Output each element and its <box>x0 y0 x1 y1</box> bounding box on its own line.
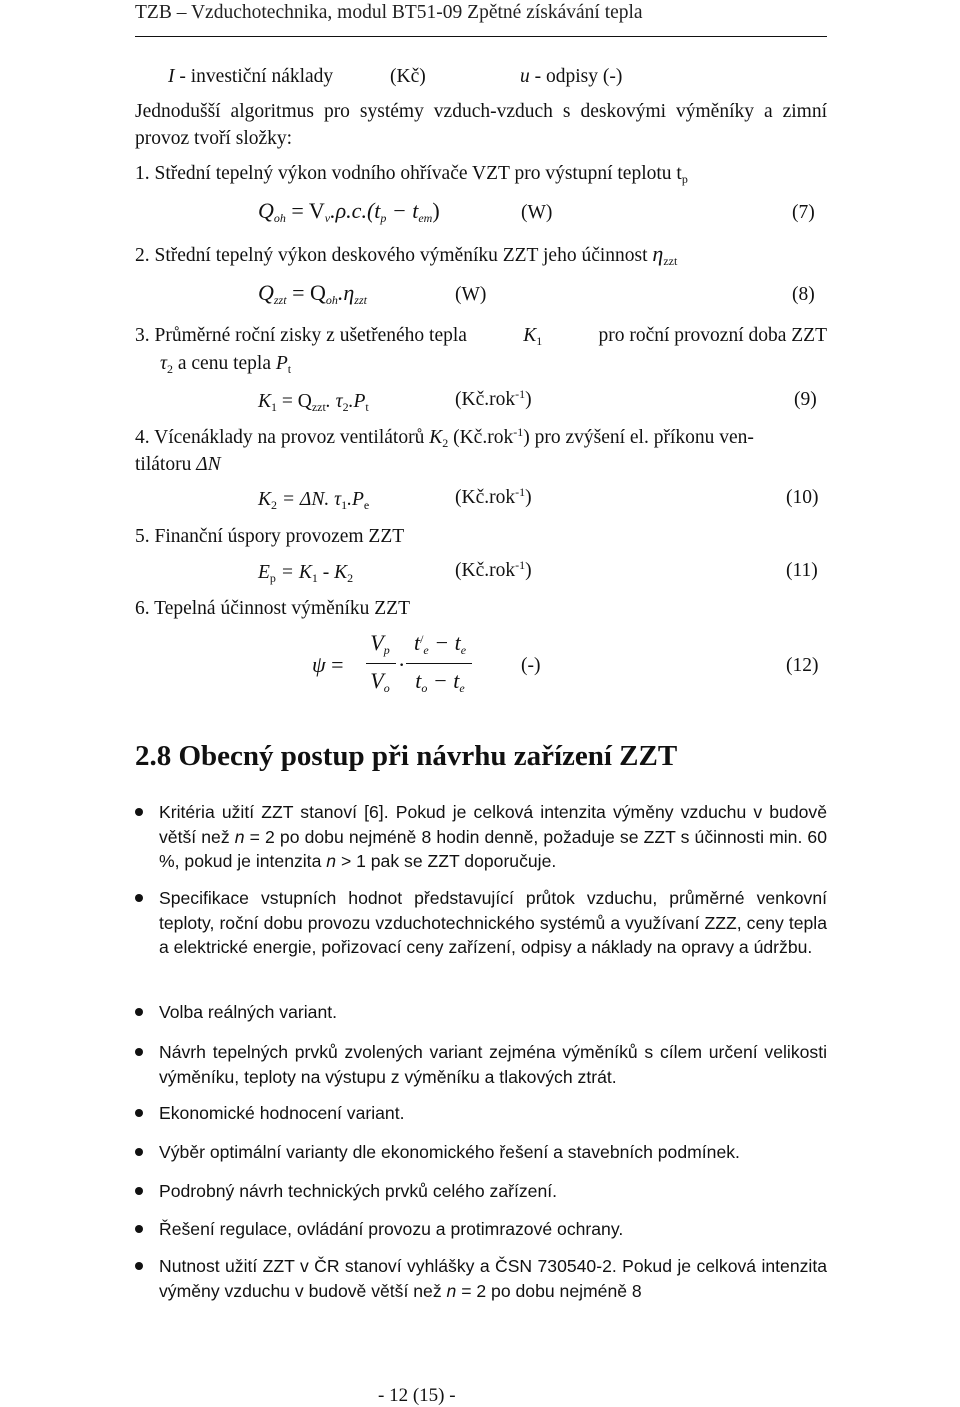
equation-9-number: (9) <box>794 389 817 410</box>
equation-8: $Q_{zzt} = Q_{oh}.\eta_{zzt}$ <box>258 280 367 307</box>
legend-depreciation: u - odpisy (-) <box>520 66 623 87</box>
bullet-text: Řešení regulace, ovládání provozu a protimrazové ochrany. <box>159 1219 624 1239</box>
bullet-text: Ekonomické hodnocení variant. <box>159 1103 405 1123</box>
bullet-icon <box>135 1148 143 1156</box>
equation-12-numerator-1: $V_p$ <box>370 630 390 657</box>
bullet-text: Návrh tepelných prvků zvolených variant zejména výměníků s cílem určení velikosti výměníku, teploty na výstupu z výměníku a tlakových ztrát. <box>159 1042 827 1087</box>
equation-7: $Q_{oh} = V_v.\rho.c.(t_p - t_{em})$ <box>258 198 440 225</box>
intro-paragraph: Jednodušší algoritmus pro systémy vzduch-vzduch s deskovými výměníky a zimní provoz tvoří složky: <box>135 101 827 149</box>
bullet-text: Kritéria užití ZZT stanoví [6]. Pokud je celková intenzita výměny vzduchu v budově větší než n = 2 po dobu nejméně 8 hodin denně, požaduje se ZZT s účinnosti min. 60 %, pokud je intenzita n > 1 pak se ZZT doporučuje. <box>159 802 828 872</box>
bullet-icon <box>135 1048 143 1056</box>
equation-12-denominator-2: $t_o - t_e$ <box>415 668 465 695</box>
item-6-heading: 6. Tepelná účinnost výměníku ZZT <box>135 598 411 619</box>
bullet-icon <box>135 1225 143 1233</box>
section-heading: 2.8 Obecný postup při návrhu zařízení ZZT <box>135 740 678 772</box>
bullet-text: Výběr optimální varianty dle ekonomického řešení a stavebních podmínek. <box>159 1142 740 1162</box>
item-5-heading: 5. Finanční úspory provozem ZZT <box>135 526 405 547</box>
equation-9: $K_1 = Q_{zzt}$. $\tau_2.P_t$ <box>258 391 369 414</box>
equation-8-unit: (W) <box>455 284 487 305</box>
equation-12-number: (12) <box>786 655 819 676</box>
equation-11: $E_p = K_1 - K_2$ <box>258 562 354 585</box>
bullet-icon <box>135 808 143 816</box>
equation-12-denominator-1: $V_o$ <box>370 668 390 695</box>
page-number: - 12 (15) - <box>378 1385 456 1406</box>
equation-7-number: (7) <box>792 202 815 223</box>
equation-9-unit: (Kč.rok$^{-1}$) <box>455 387 532 410</box>
bullet-icon <box>135 1008 143 1016</box>
legend-investment: I - investiční náklady <box>168 66 334 87</box>
bullet-icon <box>135 1262 143 1270</box>
equation-11-number: (11) <box>786 560 818 581</box>
equation-12-psi: ψ = <box>312 652 344 677</box>
equation-12-numerator-2: $t^/_e - t_e$ <box>413 630 467 657</box>
bullet-icon <box>135 894 143 902</box>
equation-7-unit: (W) <box>521 202 553 223</box>
equation-10-unit: (Kč.rok$^{-1}$) <box>455 485 532 508</box>
bullet-text: Volba reálných variant. <box>159 1002 337 1022</box>
bullet-icon <box>135 1109 143 1117</box>
equation-10: $K_2 = \Delta N$. $\tau_1.P_e$ <box>258 489 370 512</box>
legend-investment-unit: (Kč) <box>390 66 426 87</box>
bullet-text: Nutnost užití ZZT v ČR stanoví vyhlášky a ČSN 730540-2. Pokud je celková intenzita výměny vzduchu v budově větší než n = 2 po dobu nejméně 8 <box>159 1256 827 1301</box>
bullet-text: Specifikace vstupních hodnot představující průtok vzduchu, průměrné venkovní teploty, roční dobu provozu vzduchotechnického systémů a využívaní ZZZ, ceny tepla a elektrické energie, pořizovací ceny zařízení, odpisy a náklady na opravy a údržbu. <box>159 888 827 958</box>
item-4-line-2: tilátoru ΔN <box>135 454 221 475</box>
item-1-heading: 1. Střední tepelný výkon vodního ohřívače VZT pro výstupní teplotu $t_p$ <box>135 163 688 186</box>
equation-8-number: (8) <box>792 284 815 305</box>
equation-12-unit: (-) <box>521 655 541 676</box>
equation-10-number: (10) <box>786 487 819 508</box>
item-2-heading: 2. Střední tepelný výkon deskového výměníku ZZT jeho účinnost $\eta_{zzt}$ <box>135 241 678 268</box>
bullet-icon <box>135 1187 143 1195</box>
equation-11-unit: (Kč.rok$^{-1}$) <box>455 558 532 581</box>
bullet-text: Podrobný návrh technických prvků celého zařízení. <box>159 1181 558 1201</box>
equation-12-dot: · <box>398 652 406 677</box>
equation-12-fraction-bar-2 <box>406 663 472 664</box>
item-3-line-1: 3. Průměrné roční zisky z ušetřeného tepla $K_1$ pro roční provozní doba ZZT <box>135 325 827 348</box>
item-3-line-2: $\tau_2$ a cenu tepla $P_t$ <box>160 353 292 376</box>
page-header: TZB – Vzduchotechnika, modul BT51-09 Zpětné získávání tepla <box>135 2 643 23</box>
item-4-line-1: 4. Vícenáklady na provoz ventilátorů $K_2$ (Kč.rok$^{-1}$) pro zvýšení el. příkonu ven- <box>135 425 754 450</box>
equation-12-fraction-bar-1 <box>366 663 396 664</box>
header-rule <box>135 36 827 37</box>
